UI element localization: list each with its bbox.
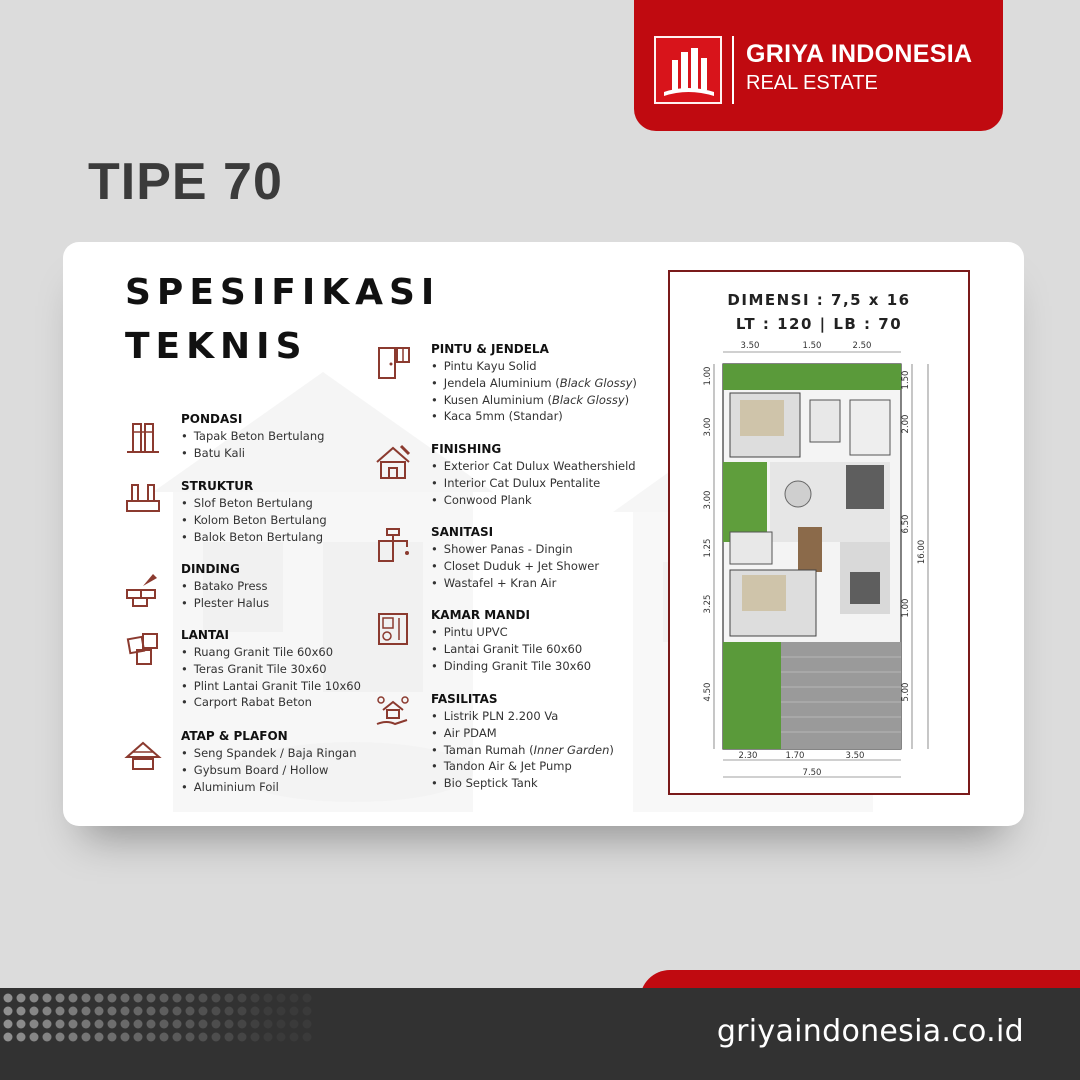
spec-item-list [181, 495, 327, 545]
dimension-label: 2.30 [738, 751, 758, 761]
spec-item-list [181, 745, 357, 795]
spec-item-list [431, 541, 599, 591]
spec-item: • Shower Panas - Dingin [431, 541, 599, 558]
dimension-label: 7.50 [802, 768, 822, 778]
spec-item: • Slof Beton Bertulang [181, 495, 327, 512]
spec-item: • Pintu Kayu Solid [431, 358, 637, 375]
dimension-label: 16.00 [917, 539, 927, 565]
dot-pattern [0, 988, 330, 1080]
spec-section-title: LANTAI [181, 628, 229, 642]
dimension-label: 3.50 [845, 751, 865, 761]
dimension-label: 3.00 [703, 490, 713, 510]
bathroom-icon [373, 608, 413, 648]
dimension-label: 1.25 [703, 538, 713, 558]
spec-item: • Batu Kali [181, 445, 324, 462]
spec-section-title: STRUKTUR [181, 479, 254, 493]
spec-section-title: ATAP & PLAFON [181, 729, 288, 743]
spec-item: • Closet Duduk + Jet Shower [431, 558, 599, 575]
spec-item-list [181, 578, 269, 612]
spec-section-title: KAMAR MANDI [431, 608, 530, 622]
spec-item: • Plint Lantai Granit Tile 10x60 [181, 678, 361, 695]
spec-item: • Gybsum Board / Hollow [181, 762, 357, 779]
spec-section-title: SANITASI [431, 525, 494, 539]
dimension-label: 4.50 [703, 682, 713, 702]
spec-item-list [431, 458, 636, 508]
roof-icon [123, 735, 163, 775]
dimension-label: 5.00 [901, 682, 911, 702]
website-link[interactable]: griyaindonesia.co.id [716, 1014, 1024, 1049]
dimension-label: 1.00 [901, 598, 911, 618]
spec-item: • Kusen Aluminium (Black Glossy) [431, 392, 637, 409]
brand-divider [732, 36, 734, 104]
dimension-label: 2.50 [852, 341, 872, 351]
spec-item: • Tapak Beton Bertulang [181, 428, 324, 445]
spec-item: • Pintu UPVC [431, 624, 591, 641]
page-title: TIPE 70 [88, 153, 283, 211]
spec-item: • Interior Cat Dulux Pentalite [431, 475, 636, 492]
spec-item-list [181, 428, 324, 462]
dimension-label: 1.70 [785, 751, 805, 761]
spec-item-list [431, 358, 637, 425]
brand-header [634, 0, 1003, 131]
faucet-icon [373, 525, 413, 565]
spec-section-title: DINDING [181, 562, 240, 576]
spec-item: • Wastafel + Kran Air [431, 575, 599, 592]
spec-section-title: FASILITAS [431, 692, 498, 706]
dimension-label: 1.50 [802, 341, 822, 351]
spec-item-list [431, 708, 614, 792]
spec-item: • Kaca 5mm (Standar) [431, 408, 637, 425]
floor-plan-drawing [670, 272, 968, 793]
plan-dimension-title: DIMENSI : 7,5 x 16 [727, 291, 911, 309]
brand-name: GRIYA INDONESIA [746, 40, 973, 68]
dimension-label: 2.00 [901, 414, 911, 434]
spec-item: • Bio Septick Tank [431, 775, 614, 792]
floor-tile-icon [123, 628, 163, 668]
spec-item: • Lantai Granit Tile 60x60 [431, 641, 591, 658]
spec-title-line2: TEKNIS [125, 326, 308, 367]
spec-item: • Dinding Granit Tile 30x60 [431, 658, 591, 675]
spec-item: • Teras Granit Tile 30x60 [181, 661, 361, 678]
door-window-icon [373, 342, 413, 382]
paint-house-icon [373, 442, 413, 482]
dimension-label: 1.50 [901, 370, 911, 390]
spec-item: • Conwood Plank [431, 492, 636, 509]
structure-icon [123, 479, 163, 519]
dimension-label: 3.00 [703, 417, 713, 437]
spec-item: • Seng Spandek / Baja Ringan [181, 745, 357, 762]
spec-item: • Jendela Aluminium (Black Glossy) [431, 375, 637, 392]
spec-item: • Ruang Granit Tile 60x60 [181, 644, 361, 661]
footer [0, 988, 1080, 1080]
plan-area-subtitle: LT : 120 | LB : 70 [735, 315, 903, 333]
dimension-label: 6.50 [901, 514, 911, 534]
spec-item: • Exterior Cat Dulux Weathershield [431, 458, 636, 475]
spec-item: • Listrik PLN 2.200 Va [431, 708, 614, 725]
spec-item: • Carport Rabat Beton [181, 694, 361, 711]
spec-item: • Plester Halus [181, 595, 269, 612]
building-logo-icon [654, 36, 722, 104]
spec-item: • Batako Press [181, 578, 269, 595]
foundation-icon [123, 418, 163, 458]
dimension-label: 3.25 [703, 594, 713, 614]
spec-item: • Aluminium Foil [181, 779, 357, 796]
spec-section-title: FINISHING [431, 442, 502, 456]
spec-item: • Tandon Air & Jet Pump [431, 758, 614, 775]
spec-item: • Air PDAM [431, 725, 614, 742]
brand-subtitle: REAL ESTATE [746, 72, 878, 94]
spec-card [63, 242, 1024, 826]
spec-item: • Kolom Beton Bertulang [181, 512, 327, 529]
spec-item-list [181, 644, 361, 711]
spec-item: • Taman Rumah (Inner Garden) [431, 742, 614, 759]
dimension-label: 3.50 [740, 341, 760, 351]
spec-title-line1: SPESIFIKASI [125, 272, 441, 313]
spec-section-title: PONDASI [181, 412, 243, 426]
spec-item-list [431, 624, 591, 674]
spec-section-title: PINTU & JENDELA [431, 342, 549, 356]
wall-trowel-icon [123, 568, 163, 608]
facility-hand-icon [373, 692, 413, 732]
spec-item: • Balok Beton Bertulang [181, 529, 327, 546]
floor-plan [668, 270, 970, 795]
dimension-label: 1.00 [703, 366, 713, 386]
